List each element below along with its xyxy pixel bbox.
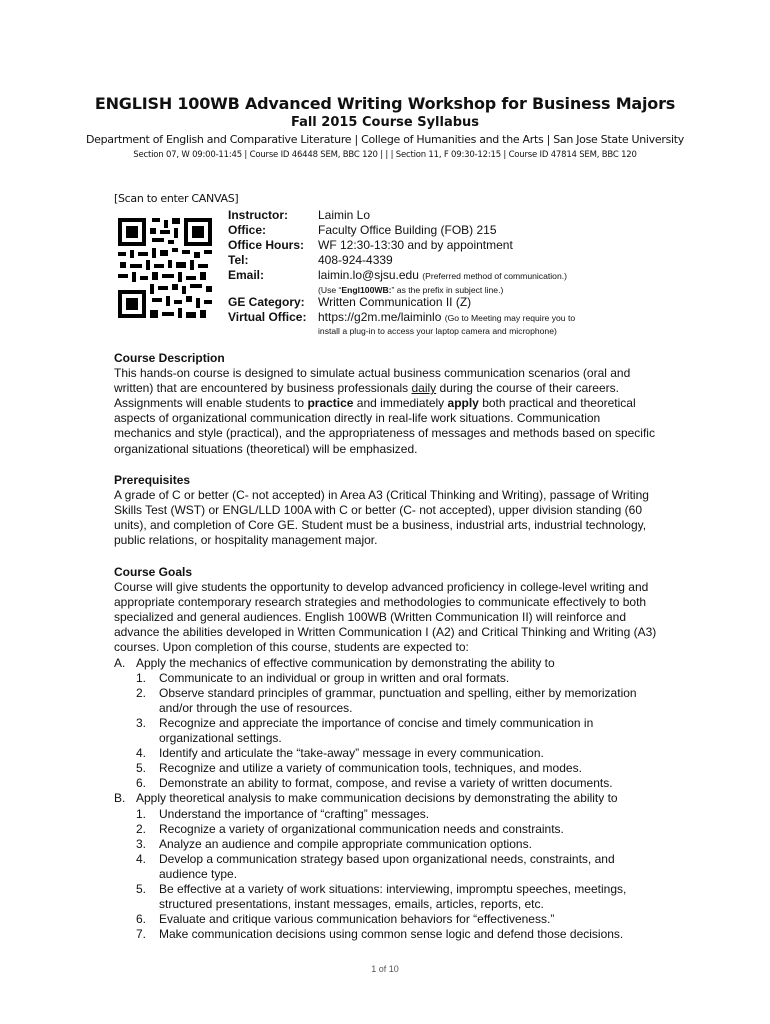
email-link[interactable]: laimin.lo@sjsu.edu	[318, 268, 419, 282]
list-item: 5. Be effective at a variety of work situations: interviewing, impromptu speeches, meetings, structured presentations, instant messages, emails, articles, reports, etc.	[136, 881, 627, 912]
qr-code-icon[interactable]	[118, 218, 212, 318]
virtual-office-link[interactable]: https://g2m.me/laiminlo	[318, 310, 442, 324]
department-line: Department of English and Comparative Literature | College of Humanities and the Arts | San Jose State University	[85, 133, 684, 146]
list-item: 2. Observe standard principles of grammar, punctuation and spelling, either by memorization and/or through the use of resources.	[136, 685, 637, 715]
document-title: ENGLISH 100WB Advanced Writing Workshop for Business Majors	[94, 94, 676, 113]
page-number: 1 of 10	[371, 964, 399, 974]
list-item: 6. Evaluate and critique various communication behaviors for “effectiveness.”	[136, 912, 555, 927]
document-subtitle: Fall 2015 Course Syllabus	[290, 115, 480, 130]
list-item: 3. Recognize and appreciate the importance of concise and timely communication in organizational settings.	[136, 715, 594, 746]
ge-category-value: Written Communication II (Z)	[318, 295, 472, 309]
course-description-section	[114, 351, 659, 457]
instructor-value: Laimin Lo	[318, 208, 371, 222]
virtual-office-note-2: install a plug-in to access your laptop camera and microphone)	[318, 326, 557, 336]
list-item: 2. Recognize a variety of organizational communication needs and constraints.	[136, 821, 564, 836]
goal-group-b	[114, 791, 659, 806]
list-item: 1. Communicate to an individual or group in written and oral formats.	[136, 670, 510, 685]
email-note: (Preferred method of communication.)	[422, 271, 567, 281]
prerequisites-section	[114, 473, 659, 548]
list-item: 4. Identify and articulate the “take-away” message in every communication.	[136, 746, 544, 761]
virtual-office-label: Virtual Office:	[228, 310, 307, 324]
office-hours-value: WF 12:30-13:30 and by appointment	[318, 238, 513, 252]
list-item: 5. Recognize and utilize a variety of communication tools, techniques, and modes.	[136, 761, 582, 776]
goal-group-a-marker: A.	[114, 655, 126, 670]
list-item: 1. Understand the importance of “crafting” messages.	[136, 806, 430, 821]
goal-group-a-text: Apply the mechanics of effective communication by demonstrating the ability to	[136, 655, 555, 670]
course-goals-intro: Course will give students the opportunity to develop advanced proficiency in college-level writing and appropriate contemporary research strategies and methodologies to communicate effectively to both specialized and general audiences. English 100WB (Written Communication II) will reinforce and advance the abilities developed in Written Communication I (A2) and Critical Thinking and Writing (A3) courses. Upon completion of this course, students are expected to:	[114, 580, 657, 655]
goal-group-a	[114, 656, 659, 671]
tel-value: 408-924-4339	[318, 253, 393, 267]
virtual-office-note: (Go to Meeting may require you to	[444, 313, 576, 323]
course-goals-section	[114, 565, 659, 942]
ge-category-label: GE Category:	[228, 295, 305, 309]
course-description-heading: Course Description	[114, 351, 225, 365]
scan-label: [Scan to enter CANVAS]	[114, 192, 239, 205]
email-label: Email:	[228, 268, 265, 282]
instructor-label: Instructor:	[228, 208, 288, 222]
prerequisites-heading: Prerequisites	[114, 473, 191, 487]
course-goals-heading: Course Goals	[114, 565, 193, 579]
office-hours-label: Office Hours:	[228, 238, 305, 252]
prerequisites-text: A grade of C or better (C- not accepted) in Area A3 (Critical Thinking and Writing), passage of Writing Skills Test (WST) or ENGL/LLD 100A with C or better (C- not accepted), upper division standing (60 units), and completion of Core GE. Student must be a business, industrial arts, industrial technology, public relations, or hospitality management major.	[114, 488, 649, 548]
goal-a-list	[114, 671, 659, 792]
office-value: Faculty Office Building (FOB) 215	[318, 223, 497, 237]
goal-group-b-marker: B.	[114, 791, 126, 806]
list-item: 7. Make communication decisions using common sense logic and defend those decisions.	[136, 927, 624, 942]
list-item: 4. Develop a communication strategy based upon organizational needs, constraints, and audience type.	[136, 851, 615, 881]
goal-b-list	[114, 807, 659, 943]
tel-label: Tel:	[228, 253, 249, 267]
list-item: 6. Demonstrate an ability to format, compose, and revise a variety of written documents.	[136, 776, 613, 791]
email-subject-note: (Use “Engl100WB:” as the prefix in subject line.)	[318, 285, 504, 295]
list-item: 3. Analyze an audience and compile appropriate communication options.	[136, 836, 532, 851]
goal-group-b-text: Apply theoretical analysis to make communication decisions by demonstrating the ability to	[136, 791, 618, 806]
sections-line: Section 07, W 09:00-11:45 | Course ID 46448 SEM, BBC 120 | | | Section 11, F 09:30-12:15 | Course ID 47814 SEM, BBC 120	[133, 150, 637, 160]
course-description-text: This hands-on course is designed to simulate actual business communication scenarios (oral and written) that are encountered by business professionals daily during the course of their careers. Assignments will enable students to practice and immediately apply both practical and theoretical aspects of organizational communication directly in real-life work situations. Communication mechanics and style (practical), and the appropriateness of messages and methods based on specific organizational situations (theoretical) will be emphasized.	[114, 366, 655, 456]
office-label: Office:	[228, 223, 267, 237]
